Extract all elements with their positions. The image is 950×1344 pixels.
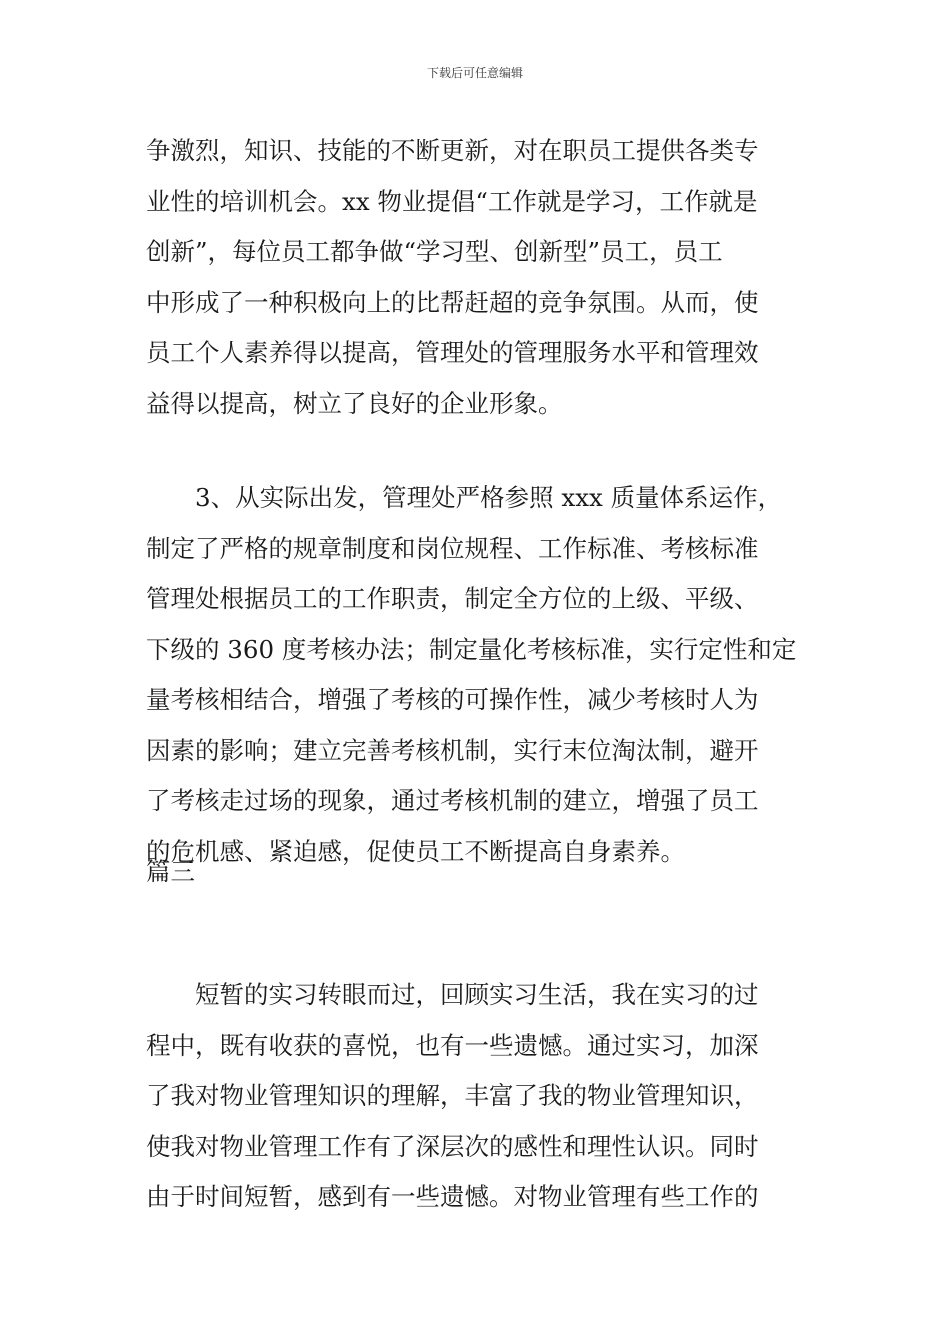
paragraph-line: 业性的培训机会。xx 物业提倡“工作就是学习，工作就是 (146, 186, 758, 216)
paragraph-line: 中形成了一种积极向上的比帮赶超的竞争氛围。从而，使 (146, 287, 759, 317)
paragraph-line: 益得以提高，树立了良好的企业形象。 (146, 388, 563, 418)
paragraph-line: 程中，既有收获的喜悦，也有一些遗憾。通过实习，加深 (146, 1030, 759, 1060)
paragraph-1 (146, 126, 816, 429)
paragraph-line: 的危机感、紧迫感，促使员工不断提高自身素养。 (146, 836, 685, 866)
paragraph-line: 使我对物业管理工作有了深层次的感性和理性认识。同时 (146, 1131, 759, 1161)
paragraph-line: 创新”，每位员工都争做“学习型、创新型”员工，员工 (146, 237, 723, 266)
paragraph-line: 了我对物业管理知识的理解，丰富了我的物业管理知识， (146, 1081, 759, 1110)
paragraph-line: 制定了严格的规章制度和岗位规程、工作标准、考核标准 (146, 533, 759, 563)
paragraph-line: 由于时间短暂，感到有一些遗憾。对物业管理有些工作的 (146, 1182, 759, 1211)
paragraph-line: 管理处根据员工的工作职责，制定全方位的上级、平级、 (146, 584, 759, 613)
paragraph-2 (146, 473, 816, 877)
paragraph-line: 下级的 360 度考核办法；制定量化考核标准，实行定性和定 (146, 634, 797, 664)
paragraph-line: 争激烈，知识、技能的不断更新，对在职员工提供各类专 (146, 136, 759, 165)
section-heading-text: 篇三 (146, 857, 195, 886)
paragraph-line: 短暂的实习转眼而过，回顾实习生活，我在实习的过 (195, 980, 759, 1009)
paragraph-line: 因素的影响；建立完善考核机制，实行末位淘汰制，避开 (146, 735, 759, 765)
paragraph-line: 量考核相结合，增强了考核的可操作性，减少考核时人为 (146, 685, 759, 714)
paragraph-line: 3、从实际出发，管理处严格参照 xxx 质量体系运作， (195, 483, 783, 512)
section-heading (146, 847, 816, 898)
paragraph-line: 了考核走过场的现象，通过考核机制的建立，增强了员工 (146, 786, 759, 815)
page-header: 下载后可任意编辑 (426, 66, 523, 80)
paragraph-line: 员工个人素养得以提高，管理处的管理服务水平和管理效 (146, 338, 759, 367)
paragraph-3 (146, 970, 816, 1223)
